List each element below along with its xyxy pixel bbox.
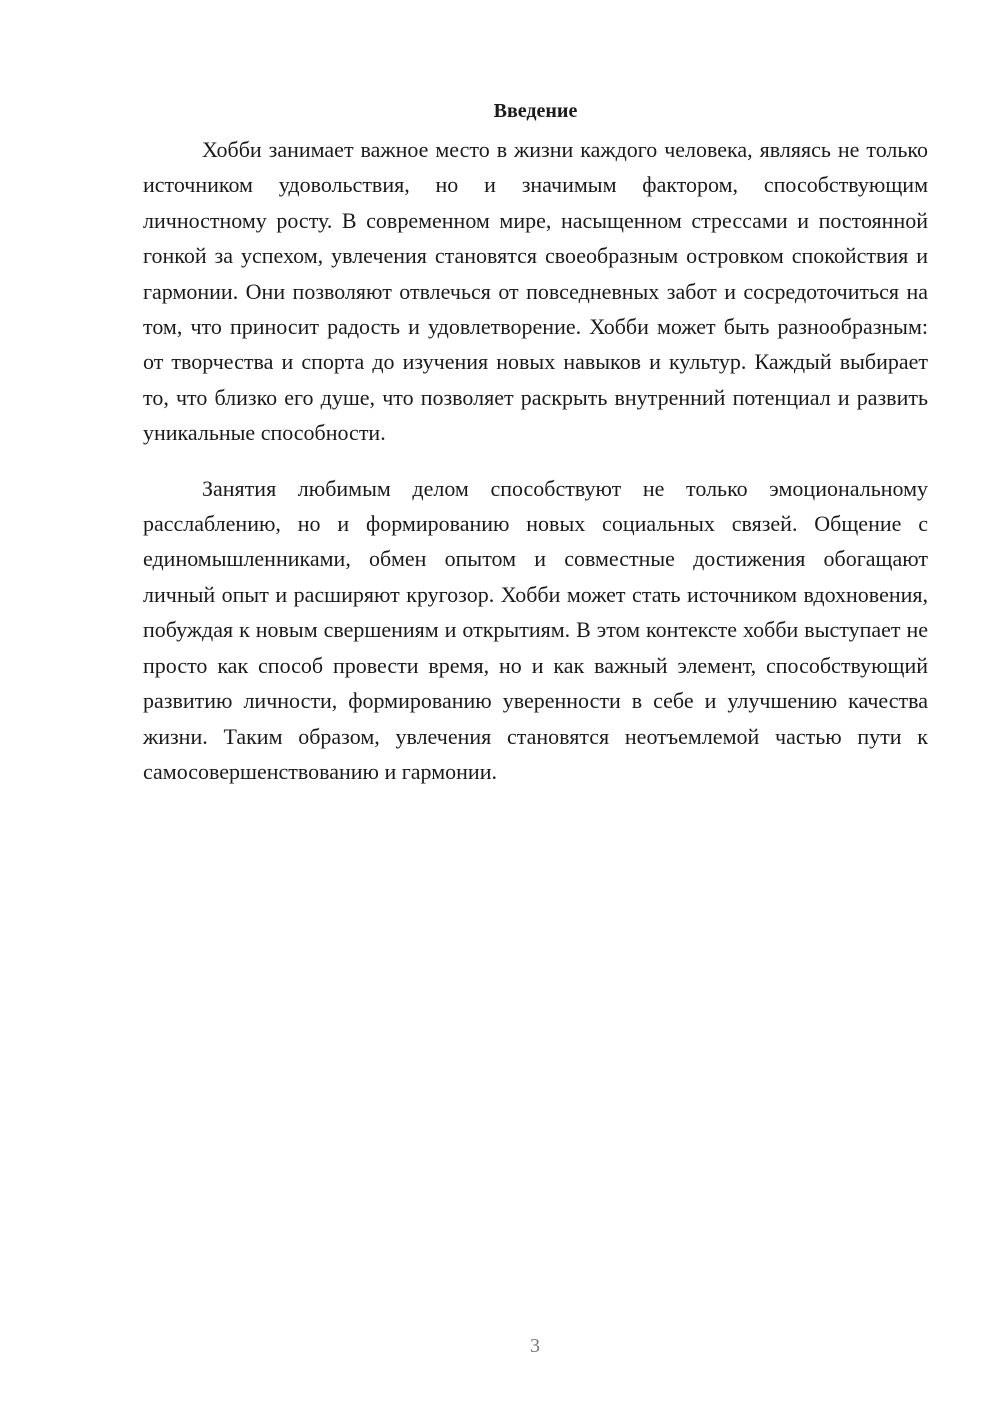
page-number: 3: [530, 1335, 540, 1357]
page-content: [143, 94, 928, 789]
paragraph-2: Занятия любимым делом способствуют не только эмоциональному расслаблению, но и формированию новых социальных связей. Общение с единомышленниками, обмен опытом и совместные достижения обогащают личный опыт и расширяют кругозор. Хобби может стать источником вдохновения, побуждая к новым свершениям и открытиям. В этом контексте хобби выступает не просто как способ провести время, но и как важный элемент, способствующий развитию личности, формированию уверенности в себе и улучшению качества жизни. Таким образом, увлечения становятся неотъемлемой частью пути к самосовершенствованию и гармонии.: [143, 475, 928, 784]
section-title: Введение: [493, 100, 578, 122]
paragraph-1: Хобби занимает важное место в жизни каждого человека, являясь не только источником удовольствия, но и значимым фактором, способствующим личностному росту. В современном мире, насыщенном стрессами и постоянной гонкой за успехом, увлечения становятся своеобразным островком спокойствия и гармонии. Они позволяют отвлечься от повседневных забот и сосредоточиться на том, что приносит радость и удовлетворение. Хобби может быть разнообразным: от творчества и спорта до изучения новых навыков и культур. Каждый выбирает то, что близко его душе, что позволяет раскрыть внутренний потенциал и развить уникальные способности.: [143, 137, 928, 446]
